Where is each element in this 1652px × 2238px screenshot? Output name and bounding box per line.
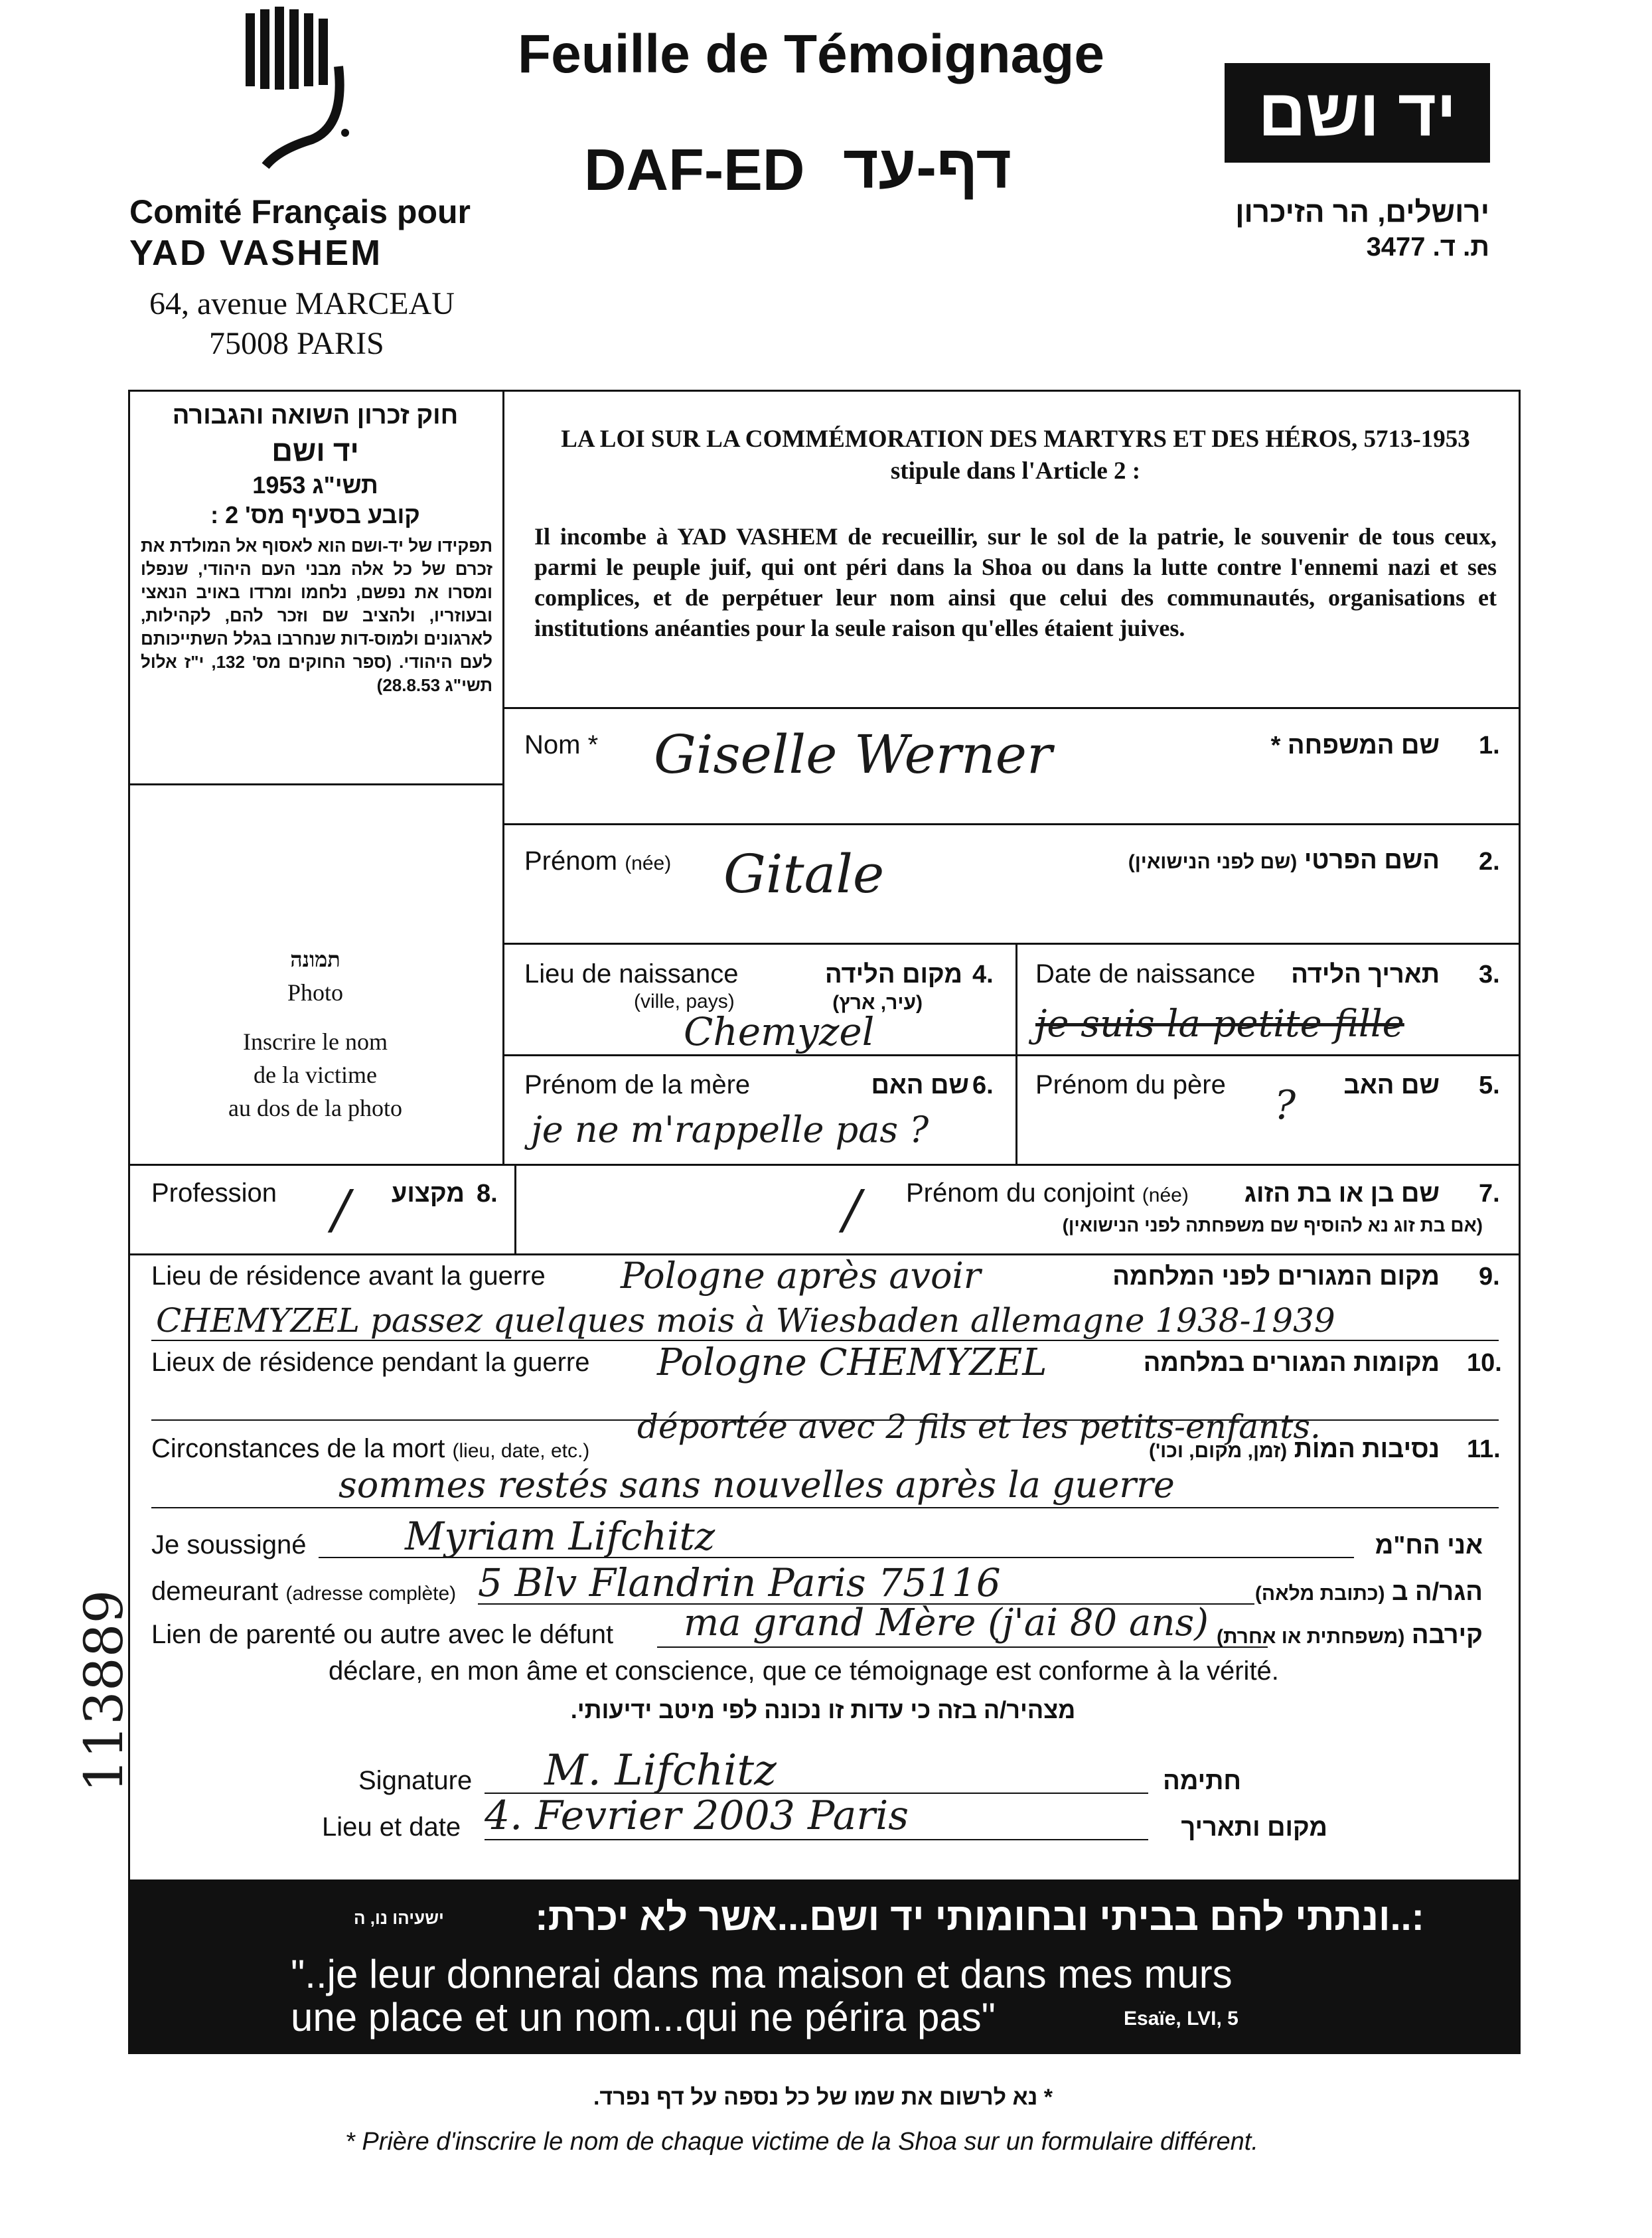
lien-hebrew-main: קירבה — [1411, 1621, 1483, 1649]
f6-label: Prénom de la mère — [524, 1070, 751, 1099]
f4-hebrew: מקום הלידה — [825, 961, 962, 989]
demeurant-label-sub: (adresse complète) — [285, 1583, 457, 1605]
f11-underline — [151, 1507, 1499, 1508]
f7-number: 7. — [1479, 1180, 1500, 1208]
f7-label-main: Prénom du conjoint — [906, 1178, 1135, 1208]
f9-number: 9. — [1479, 1263, 1500, 1291]
banner-french-line2: une place et un nom...qui ne périra pas" — [291, 1995, 996, 2039]
f2-value[interactable]: Gitale — [723, 843, 885, 905]
demeurant-hebrew-sub: (כתובת מלאה) — [1254, 1583, 1385, 1605]
law-hebrew-year: תשי"ג 1953 — [252, 471, 378, 499]
f7-label — [906, 1178, 1189, 1208]
law-hebrew-body: תפקידו של יד-ושם הוא לאסוף אל המולדת את זכרם של כל אלה מבני העם היהודי, שנפלו ומסרו את נפשם, נלחמו ומרדו באויב הנאצי ובעוזריו, ולהציב שם וזכר להם, לקהילות, לארגונים ולמוס-דות שנחרבו בגלל השתייכותם לעם היהודי. (ספר החוקים מס' 132, י"ז אלול תשי"ג 28.8.53) — [141, 536, 492, 695]
f5-hebrew: שם האב — [1343, 1072, 1440, 1099]
rule-f8-divider — [514, 1164, 516, 1253]
f6-number: 6. — [972, 1072, 994, 1099]
f2-hebrew-main: השם הפרטי — [1304, 846, 1440, 874]
lien-hebrew-sub: (משפחתית או אחרת) — [1217, 1626, 1405, 1648]
yad-vashem-logo-box — [1225, 63, 1490, 163]
signature-label: Signature — [358, 1766, 473, 1795]
rule-law-bottom — [502, 707, 1521, 709]
demeurant-label — [151, 1577, 456, 1607]
f4-hebrew-sub: (עיר, ארץ) — [832, 992, 923, 1014]
f8-number: 8. — [477, 1180, 498, 1208]
f2-label-main: Prénom — [524, 846, 618, 876]
f10-number: 10. — [1467, 1349, 1502, 1377]
daf-ed-hebrew: דף-עד — [843, 133, 1012, 201]
law-hebrew-name: יד ושם — [271, 435, 359, 467]
demeurant-hebrew-main: הגר/ה ב — [1392, 1578, 1483, 1606]
soussigne-label: Je soussigné — [151, 1530, 307, 1559]
f11-label-sub: (lieu, date, etc.) — [452, 1440, 590, 1462]
f9-hebrew: מקום המגורים לפני המלחמה — [1112, 1263, 1440, 1291]
f11-hebrew-sub: (זמן, מקום, וכו') — [1149, 1440, 1288, 1462]
law-box-bottom — [128, 783, 504, 785]
photo-instruction-3: au dos de la photo — [228, 1095, 402, 1121]
banner-french-ref: Esaïe, LVI, 5 — [1124, 2008, 1239, 2030]
committee-line1: Comité Français pour — [129, 193, 471, 230]
lieu-date-hebrew: מקום ותאריך — [1181, 1814, 1327, 1842]
f5-value[interactable]: ? — [1274, 1082, 1296, 1129]
soussigne-hebrew: אני הח"מ — [1375, 1532, 1483, 1559]
f2-hebrew — [1128, 846, 1440, 875]
photo-instruction-1: Inscrire le nom — [243, 1028, 388, 1055]
f4-number: 4. — [972, 961, 994, 989]
law-hebrew-article: קובע בסעיף מס' 2 : — [210, 501, 420, 528]
rule-f1-bottom — [502, 823, 1521, 825]
soussigne-value[interactable]: Myriam Lifchitz — [405, 1514, 715, 1559]
signature-hebrew: חתימה — [1163, 1767, 1241, 1795]
f9-value-line1[interactable]: Pologne après avoir — [621, 1255, 981, 1297]
f11-value-line1[interactable]: déportée avec 2 fils et les petits-enfants. — [637, 1407, 1321, 1446]
lien-value[interactable]: ma grand Mère (j'ai 80 ans) — [684, 1601, 1209, 1644]
declare-hebrew: מצהיר/ה בזה כי עדות זו נכונה לפי מיטב ידיעותי. — [570, 1696, 1076, 1723]
signature-value[interactable]: M. Lifchitz — [544, 1746, 777, 1795]
address-line1: 64, avenue MARCEAU — [149, 286, 455, 321]
f2-label-sub: (née) — [625, 852, 672, 874]
f6-value[interactable]: je ne m'rappelle pas ? — [531, 1109, 929, 1151]
f8-label: Profession — [151, 1178, 277, 1208]
lieu-date-label: Lieu et date — [322, 1812, 461, 1842]
rule-f2-bottom — [502, 943, 1521, 945]
f3-hebrew: תאריך הלידה — [1291, 961, 1440, 989]
f11-hebrew-main: נסיבות המות — [1294, 1435, 1440, 1463]
f9-value-line2[interactable]: CHEMYZEL passez quelques mois à Wiesbaden allemagne 1938-1939 — [156, 1301, 1335, 1340]
banner-hebrew-quote: :..ונתתי להם בביתי ובחומותי יד ושם...אשר לא יכרת: — [535, 1895, 1424, 1939]
archive-number: 113889 — [73, 1589, 135, 1793]
f7-label-sub: (née) — [1142, 1184, 1189, 1206]
photo-label: Photo — [287, 979, 344, 1006]
f3-value[interactable]: je suis la petite fille — [1035, 1002, 1404, 1046]
f3-number: 3. — [1479, 961, 1500, 989]
yad-vashem-menorah-logo — [239, 7, 358, 179]
f2-number: 2. — [1479, 848, 1500, 876]
declare-text: déclare, en mon âme et conscience, que ce témoignage est conforme à la vérité. — [329, 1656, 1279, 1686]
f9-label: Lieu de résidence avant la guerre — [151, 1261, 546, 1291]
footer-french-note: * Prière d'inscrire le nom de chaque victime de la Shoa sur un formulaire différent. — [345, 2128, 1258, 2156]
f4-label-sub: (ville, pays) — [634, 991, 735, 1012]
rule-mid-divider — [1015, 943, 1017, 1164]
demeurant-label-main: demeurant — [151, 1577, 279, 1606]
f10-value[interactable]: Pologne CHEMYZEL — [657, 1341, 1047, 1384]
f2-hebrew-sub: (שם לפני הנישואין) — [1128, 851, 1298, 873]
f6-hebrew: שם האם — [871, 1072, 969, 1099]
f4-label: Lieu de naissance — [524, 959, 739, 989]
lieu-date-value[interactable]: 4. Fevrier 2003 Paris — [485, 1793, 909, 1839]
daf-ed-title: DAF-ED — [584, 137, 805, 202]
f10-label: Lieux de résidence pendant la guerre — [151, 1348, 590, 1377]
f11-label-main: Circonstances de la mort — [151, 1434, 445, 1463]
rule-f56-bottom — [128, 1164, 1521, 1166]
f8-hebrew: מקצוע — [391, 1180, 465, 1208]
f10-hebrew: מקומות המגורים במלחמה — [1143, 1349, 1440, 1377]
f1-label: Nom * — [524, 730, 599, 759]
photo-hebrew: תמונה — [290, 947, 340, 971]
banner-hebrew-ref: ישעיהו נו, ה — [354, 1908, 444, 1928]
law-french-body: Il incombe à YAD VASHEM de recueillir, sur le sol de la patrie, le souvenir de tous ceux, parmi le peuple juif, qui ont péri dans la Shoa ou dans la lutte contre l'ennemi nazi et ses complices, et de perpétuer leur nom ainsi que celui des communautés, organisations et institutions anéanties pour la seule raison qu'elles étaient juives. — [534, 523, 1497, 641]
photo-instruction-2: de la victime — [254, 1062, 377, 1088]
f11-value-line2[interactable]: sommes restés sans nouvelles après la guerre — [338, 1464, 1175, 1506]
law-french-subtitle: stipule dans l'Article 2 : — [890, 457, 1141, 485]
footer-hebrew-note: * נא לרשום את שמו של כל נספה על דף נפרד. — [593, 2085, 1053, 2110]
lien-label: Lien de parenté ou autre avec le défunt — [151, 1620, 614, 1649]
rule-f34-bottom — [502, 1054, 1521, 1056]
f1-value[interactable]: Giselle Werner — [654, 724, 1053, 785]
banner-french-line1: "..je leur donnerai dans ma maison et dans mes murs — [291, 1952, 1233, 1996]
lien-line — [657, 1646, 1268, 1648]
f1-number: 1. — [1479, 732, 1500, 759]
address-line2: 75008 PARIS — [209, 326, 384, 361]
law-hebrew-title: חוק זכרון השואה והגבורה — [172, 402, 459, 430]
f11-label — [151, 1434, 589, 1464]
law-french-title: LA LOI SUR LA COMMÉMORATION DES MARTYRS ET DES HÉROS, 5713-1953 — [561, 426, 1470, 453]
page-title: Feuille de Témoignage — [518, 24, 1104, 84]
left-divider — [502, 390, 504, 1164]
f8-value[interactable]: / — [332, 1178, 350, 1240]
f2-label — [524, 846, 671, 876]
f7-hebrew-sub: (אם בת זוג נא להוסיף שם משפחתה לפני הנישואין) — [1062, 1215, 1483, 1236]
committee-line2: YAD VASHEM — [129, 233, 383, 273]
lien-hebrew — [1217, 1621, 1483, 1650]
demeurant-value[interactable]: 5 Blv Flandrin Paris 75116 — [478, 1560, 1001, 1605]
lieu-date-line — [485, 1839, 1148, 1840]
jerusalem-line: ירושלים, הר הזיכרון — [1235, 196, 1489, 228]
quote-banner — [128, 1881, 1521, 2054]
f7-hebrew: שם בן או בת הזוג — [1244, 1180, 1440, 1208]
f4-value[interactable]: Chemyzel — [684, 1009, 875, 1054]
photo-box — [133, 943, 498, 1125]
f3-label: Date de naissance — [1035, 959, 1256, 989]
f5-label: Prénom du père — [1035, 1070, 1226, 1099]
f1-hebrew: שם המשפחה * — [1270, 732, 1440, 759]
f7-value[interactable]: / — [843, 1178, 861, 1240]
logo-text: יד ושם — [1258, 75, 1457, 150]
demeurant-hebrew — [1255, 1578, 1483, 1607]
po-box: ת. ד. 3477 — [1366, 232, 1489, 262]
f11-number: 11. — [1467, 1435, 1501, 1463]
f5-number: 5. — [1479, 1072, 1500, 1099]
